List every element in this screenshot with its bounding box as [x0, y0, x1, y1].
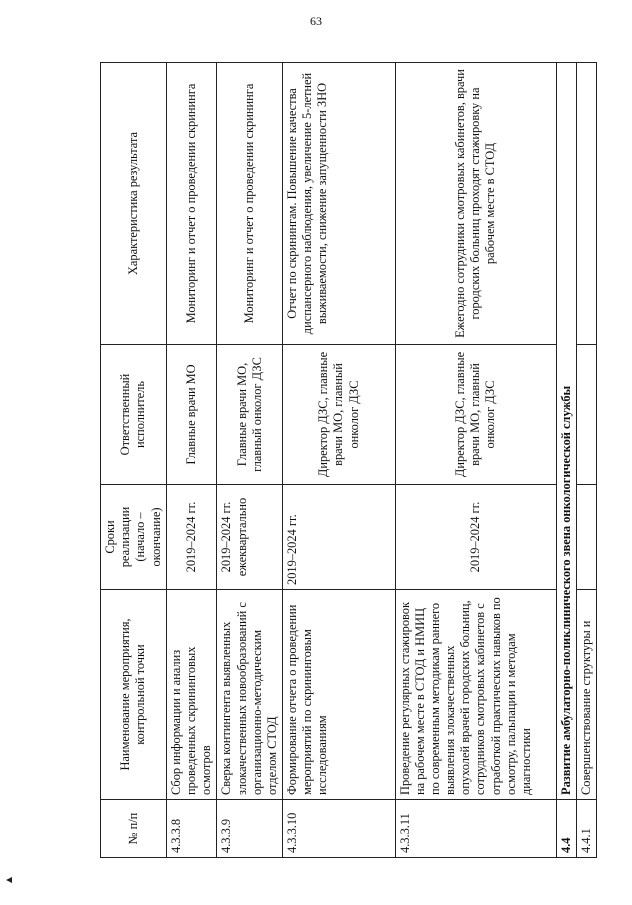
row-result: Мониторинг и отчет о проведении скрининга: [166, 63, 217, 345]
row-period: 2019–2024 гг.: [395, 485, 556, 590]
table-row: [395, 63, 556, 858]
row-result: Мониторинг и отчет о проведении скрининга: [217, 63, 283, 345]
row-executor: Главные врачи МО: [166, 345, 217, 485]
row-name: Проведение регулярных стажировок на рабочем месте в СТОД и НМИЦ по современным методикам раннего выявления злокачественных опухолей врачей городских больниц, сотрудников смотровых кабинетов с отработкой практических навыков по осмотру, пальпации и методам диагностики: [395, 590, 556, 800]
header-executor: Ответственный исполнитель: [101, 345, 167, 485]
table-row: [576, 63, 596, 858]
section-title: Развитие амбулаторно-поликлинического звена онкологической службы: [556, 63, 576, 800]
row-executor: Главные врачи МО, главный онколог ДЗС: [217, 345, 283, 485]
header-period: Сроки реализации (начало – окончание): [101, 485, 167, 590]
row-period: 2019–2024 гг.: [283, 485, 396, 590]
page-number: 63: [310, 14, 322, 28]
row-executor: Директор ДЗС, главные врачи МО, главный онколог ДЗС: [283, 345, 396, 485]
row-result: Отчет по скринингам. Повышение качества диспансерного наблюдения, увеличение 5-летней выживаемости, снижение запущенности ЗНО: [283, 63, 396, 345]
table-header-row: [101, 63, 167, 858]
row-result: [576, 63, 596, 345]
plan-table: [100, 62, 597, 858]
row-number: 4.3.3.8: [166, 800, 217, 858]
row-executor: Директор ДЗС, главные врачи МО, главный онколог ДЗС: [395, 345, 556, 485]
row-period: [576, 485, 596, 590]
row-number: 4.3.3.9: [217, 800, 283, 858]
table-row: [217, 63, 283, 858]
row-period: 2019–2024 гг. ежеквартально: [217, 485, 283, 590]
row-name: Сбор информации и анализ проведенных скрининговых осмотров: [166, 590, 217, 800]
row-number: 4.3.3.10: [283, 800, 396, 858]
section-number: 4.4: [556, 800, 576, 858]
table-row: [283, 63, 396, 858]
table-row: [166, 63, 217, 858]
rotated-table-container: [100, 63, 597, 858]
header-number: № п/п: [101, 800, 167, 858]
row-number: 4.3.3.11: [395, 800, 556, 858]
row-name: Совершенствование структуры и: [576, 590, 596, 800]
row-name: Сверка контингента выявленных злокачественных новообразований с организационно-методическим отделом СТОД: [217, 590, 283, 800]
header-result: Характеристика результата: [101, 63, 167, 345]
section-row: [556, 63, 576, 858]
row-result: Ежегодно сотрудники смотровых кабинетов, врачи городских больниц проходят стажировку на рабочем месте в СТОД: [395, 63, 556, 345]
row-period: 2019–2024 гг.: [166, 485, 217, 590]
row-name: Формирование отчета о проведении мероприятий по скрининговым исследованиям: [283, 590, 396, 800]
row-executor: [576, 345, 596, 485]
header-name: Наименование мероприятия, контрольной точки: [101, 590, 167, 800]
scan-mark-icon: [6, 877, 14, 883]
row-number: 4.4.1: [576, 800, 596, 858]
